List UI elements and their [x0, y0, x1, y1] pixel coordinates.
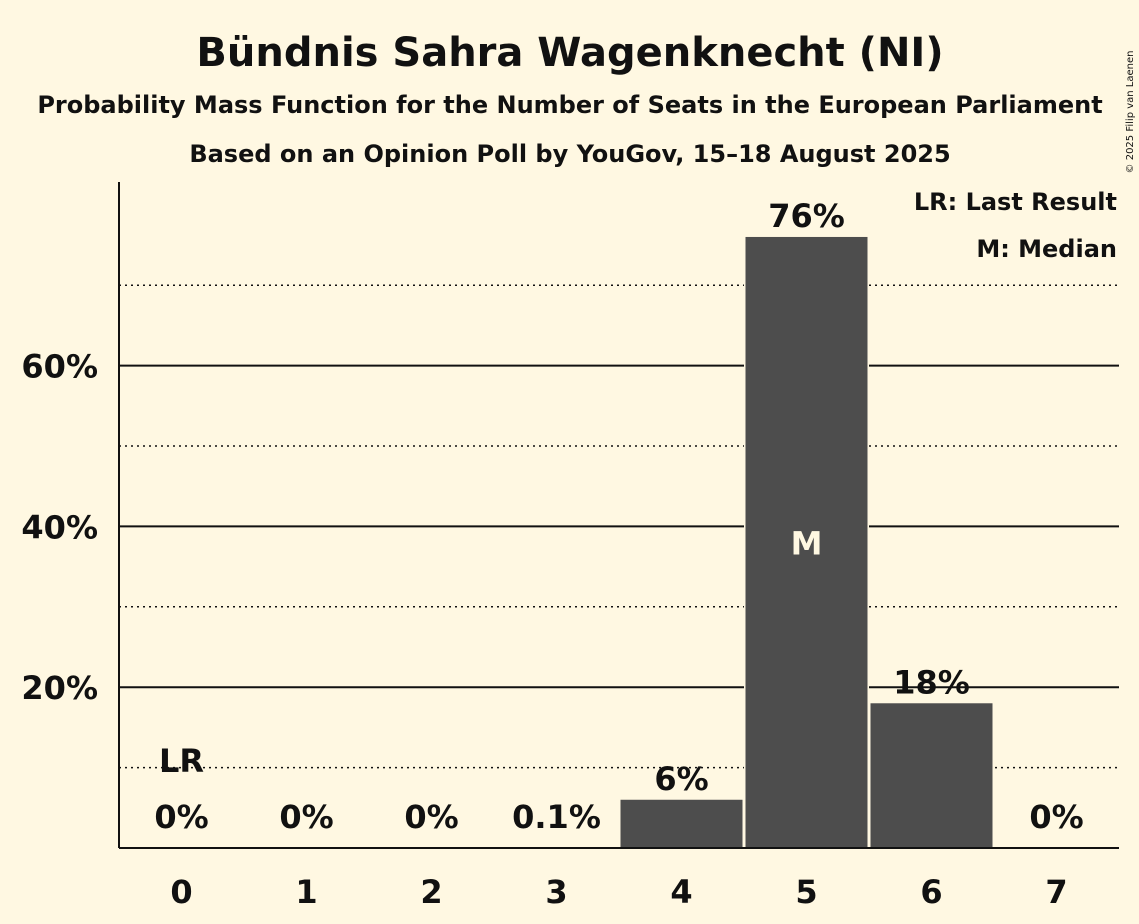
bar-6 [871, 703, 993, 847]
x-tick-label-4: 4 [670, 873, 693, 911]
value-label-2: 0% [404, 798, 459, 836]
bar-gap-3 [494, 845, 619, 847]
x-tick-label-5: 5 [795, 873, 818, 911]
legend-median: M: Median [976, 235, 1117, 263]
median-marker: M [790, 524, 823, 563]
value-label-6: 18% [893, 663, 970, 702]
bar-4 [621, 800, 743, 847]
chart-subtitle-2: Based on an Opinion Poll by YouGov, 15–18 August 2025 [189, 140, 951, 168]
last-result-marker: LR [158, 742, 205, 780]
value-label-1: 0% [279, 798, 334, 836]
x-tick-label-2: 2 [420, 873, 443, 911]
y-tick-label-60: 60% [21, 347, 98, 386]
bars [494, 235, 994, 847]
chart-title: Bündnis Sahra Wagenknecht (NI) [196, 30, 944, 76]
value-label-5: 76% [768, 196, 845, 235]
value-label-0: 0% [154, 798, 209, 836]
y-tick-label-40: 40% [21, 508, 98, 547]
value-label-7: 0% [1029, 798, 1084, 836]
legend-last-result: LR: Last Result [913, 188, 1117, 216]
copyright-text: © 2025 Filip van Laenen [1125, 50, 1136, 174]
x-tick-label-1: 1 [295, 873, 318, 911]
x-tick-label-7: 7 [1045, 873, 1068, 911]
chart-subtitle-1: Probability Mass Function for the Number of Seats in the European Parliament [37, 91, 1103, 119]
x-tick-label-3: 3 [545, 873, 568, 911]
x-tick-label-0: 0 [170, 873, 193, 911]
x-tick-label-6: 6 [920, 873, 943, 911]
y-tick-label-20: 20% [21, 669, 98, 708]
value-label-4: 6% [654, 759, 709, 798]
value-label-3: 0.1% [512, 798, 601, 836]
